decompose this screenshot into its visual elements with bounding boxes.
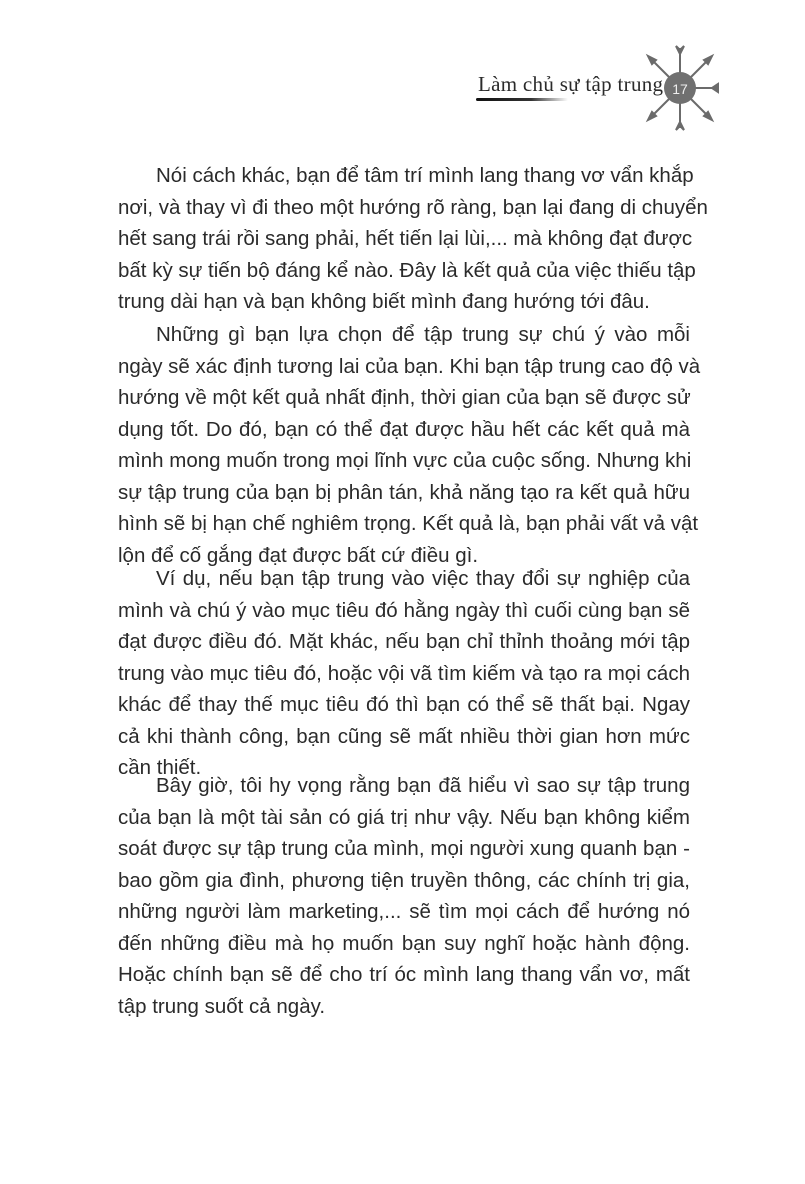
text-line: Ví dụ, nếu bạn tập trung vào việc thay đổi sự nghiệp của: [156, 567, 690, 590]
text-line: cả khi thành công, bạn cũng sẽ mất nhiều thời gian hơn mức: [118, 724, 690, 748]
paragraph-1: [118, 160, 708, 318]
text-line: trung dài hạn và bạn không biết mình đang hướng tới đâu.: [118, 290, 650, 313]
text-line: Hoặc chính bạn sẽ để cho trí óc mình lang thang vẩn vơ, mất: [118, 963, 690, 986]
running-header-title: Làm chủ sự tập trung: [478, 72, 664, 96]
text-line: những người làm marketing,... sẽ tìm mọi cách để hướng nó: [118, 900, 690, 923]
text-line: mình và chú ý vào mục tiêu đó hằng ngày thì cuối cùng bạn sẽ: [118, 598, 690, 622]
text-line: tập trung suốt cả ngày.: [118, 994, 326, 1018]
text-line: hết sang trái rồi sang phải, hết tiến lại lùi,... mà không đạt được: [118, 227, 693, 250]
text-line: hướng về một kết quả nhất định, thời gian của bạn sẽ được sử: [118, 386, 691, 409]
page-number: 17: [672, 81, 688, 97]
text-line: Những gì bạn lựa chọn để tập trung sự chú ý vào mỗi: [156, 323, 690, 346]
text-line: lộn để cố gắng đạt được bất cứ điều gì.: [118, 543, 479, 567]
text-line: cần thiết.: [118, 756, 202, 779]
text-line: ngày sẽ xác định tương lai của bạn. Khi bạn tập trung cao độ và: [118, 354, 701, 378]
paragraph-2: [118, 319, 701, 571]
header-underline-stroke: [476, 98, 568, 101]
text-line: đến những điều mà họ muốn bạn suy nghĩ hoặc hành động.: [118, 931, 690, 955]
text-line: mình mong muốn trong mọi lĩnh vực của cuộc sống. Nhưng khi: [118, 449, 692, 472]
paragraph-4: [118, 770, 690, 1022]
text-line: Nói cách khác, bạn để tâm trí mình lang thang vơ vẩn khắp: [156, 164, 694, 187]
text-line: Bây giờ, tôi hy vọng rằng bạn đã hiểu vì sao sự tập trung: [156, 774, 690, 797]
text-line: bao gồm gia đình, phương tiện truyền thông, các chính trị gia,: [118, 868, 690, 892]
text-line: trung vào mục tiêu đó, hoặc vội vã tìm kiếm và tạo ra mọi cách: [118, 661, 690, 685]
text-line: đạt được điều đó. Mặt khác, nếu bạn chỉ thỉnh thoảng mới tập: [118, 630, 690, 653]
text-line: nơi, và thay vì đi theo một hướng rõ ràng, bạn lại đang di chuyển: [118, 195, 708, 219]
text-line: hình sẽ bị hạn chế nghiêm trọng. Kết quả là, bạn phải vất vả vật: [118, 512, 699, 535]
text-line: bất kỳ sự tiến bộ đáng kể nào. Đây là kết quả của việc thiếu tập: [118, 258, 696, 282]
paragraph-3: [118, 563, 690, 784]
text-line: khác để thay thế mục tiêu đó thì bạn có thể sẽ thất bại. Ngay: [118, 693, 690, 716]
text-line: soát được sự tập trung của mình, mọi người xung quanh bạn -: [118, 837, 690, 860]
text-line: dụng tốt. Do đó, bạn có thể đạt được hầu hết các kết quả mà: [118, 417, 690, 441]
text-line: sự tập trung của bạn bị phân tán, khả năng tạo ra kết quả hữu: [118, 480, 690, 504]
text-line: của bạn là một tài sản có giá trị như vậy. Nếu bạn không kiểm: [118, 805, 690, 829]
